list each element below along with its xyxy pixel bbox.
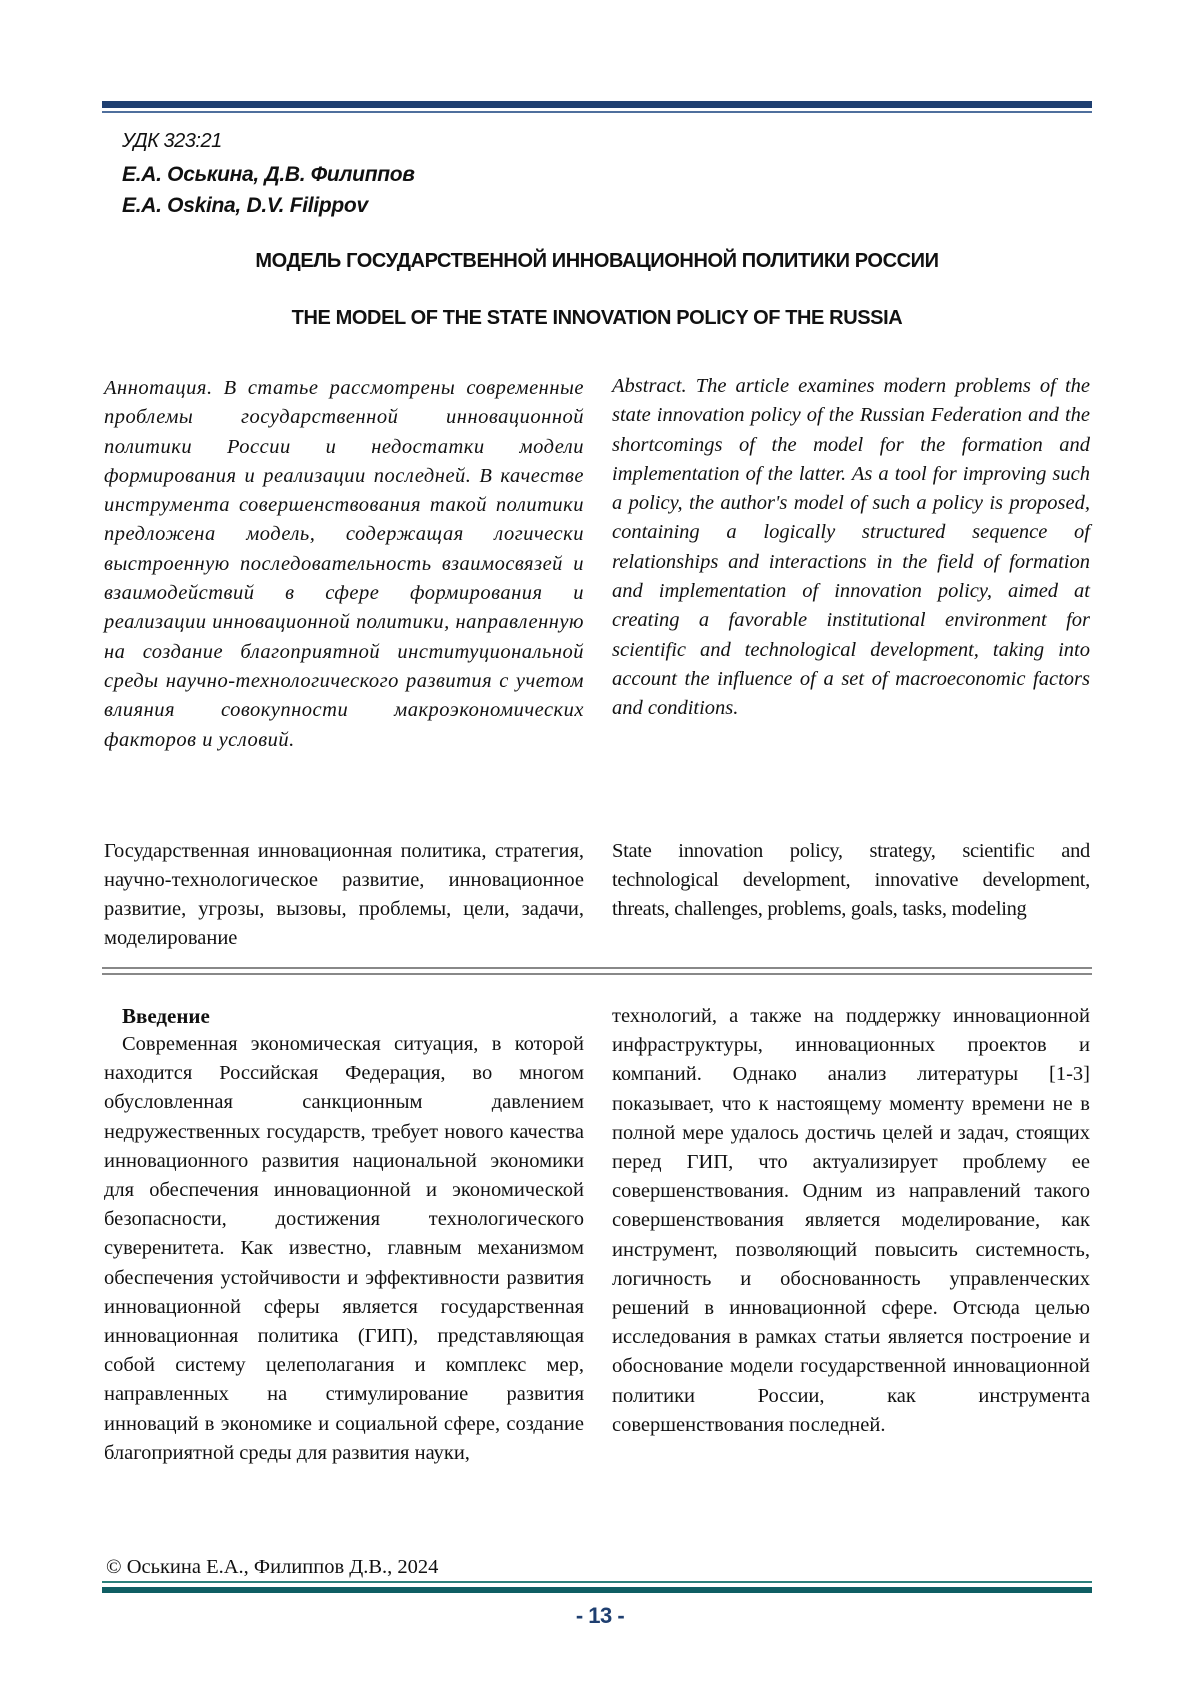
footer-rule-thin (102, 1581, 1092, 1583)
copyright-notice: © Оськина Е.А., Филиппов Д.В., 2024 (106, 1556, 439, 1578)
footer-rule-thick (102, 1587, 1092, 1593)
abstract-russian: Аннотация. В статье рассмотрены современные проблемы государственной инновационной политики России и недостатки модели формирования и реализации последней. В качестве инструмента совершенствования такой политики предложена модель, содержащая логически выстроенную последовательность взаимосвязей и взаимодействий в сфере формирования и реализации инновационной политики, направленную на создание благоприятной институциональной среды научно-технологического развития с учетом влияния совокупности макроэкономических факторов и условий. (104, 377, 584, 751)
authors-russian: Е.А. Оськина, Д.В. Филиппов (122, 163, 415, 186)
authors-english: E.A. Oskina, D.V. Filippov (122, 194, 368, 217)
header-rule-thick (102, 101, 1092, 108)
section-divider-bottom (102, 973, 1092, 975)
section-divider-top (102, 967, 1092, 969)
article-title-english: THE MODEL OF THE STATE INNOVATION POLICY OF THE RUSSIA (291, 307, 903, 329)
abstract-english: Abstract. The article examines modern problems of the state innovation policy of the Russian Federation and the shortcomings of the model for the formation and implementation of the latter. As a tool for improving such a policy, the author's model of such a policy is proposed, containing a logically structured sequence of relationships and interactions in the field of formation and implementation of innovation policy, aimed at creating a favorable institutional environment for scientific and technological development, taking into account the influence of a set of macroeconomic factors and conditions. (612, 375, 1090, 720)
header-rule-thin (102, 111, 1092, 113)
page-number: - 13 - (575, 1603, 625, 1628)
section-heading-introduction: Введение (122, 1004, 210, 1028)
body-text-left-column: Современная экономическая ситуация, в которой находится Российская Федерация, во многом обусловленная санкционным давлением недружественных государств, требует нового качества инновационного развития национальной экономики для обеспечения инновационной и экономической безопасности, достижения технологического суверенитета. Как известно, главным механизмом обеспечения устойчивости и эффективности развития инновационной сферы является государственная инновационная политика (ГИП), представляющая собой систему целеполагания и комплекс мер, направленных на стимулирование развития инноваций в экономике и социальной сфере, создание благоприятной среды для развития науки, (104, 1033, 584, 1464)
article-title-russian: МОДЕЛЬ ГОСУДАРСТВЕННОЙ ИННОВАЦИОННОЙ ПОЛИТИКИ РОССИИ (255, 250, 939, 272)
udk-code: УДК 323:21 (122, 130, 222, 152)
keywords-russian: Государственная инновационная политика, стратегия, научно-технологическое развитие, инновационное развитие, угрозы, вызовы, проблемы, цели, задачи, моделирование (104, 840, 584, 949)
body-text-right-column: технологий, а также на поддержку инновационной инфраструктуры, инновационных проектов и компаний. Однако анализ литературы [1-3] показывает, что к настоящему моменту времени не в полной мере удалось достичь целей и задач, стоящих перед ГИП, что актуализирует проблему ее совершенствования. Одним из направлений такого совершенствования является моделирование, как инструмент, позволяющий повысить системность, логичность и обоснованность управленческих решений в инновационной сфере. Отсюда целью исследования в рамках статьи является построение и обоснование модели государственной инновационной политики России, как инструмента совершенствования последней. (612, 1005, 1090, 1436)
keywords-english: State innovation policy, strategy, scientific and technological development, innovative development, threats, challenges, problems, goals, tasks, modeling (612, 840, 1090, 920)
